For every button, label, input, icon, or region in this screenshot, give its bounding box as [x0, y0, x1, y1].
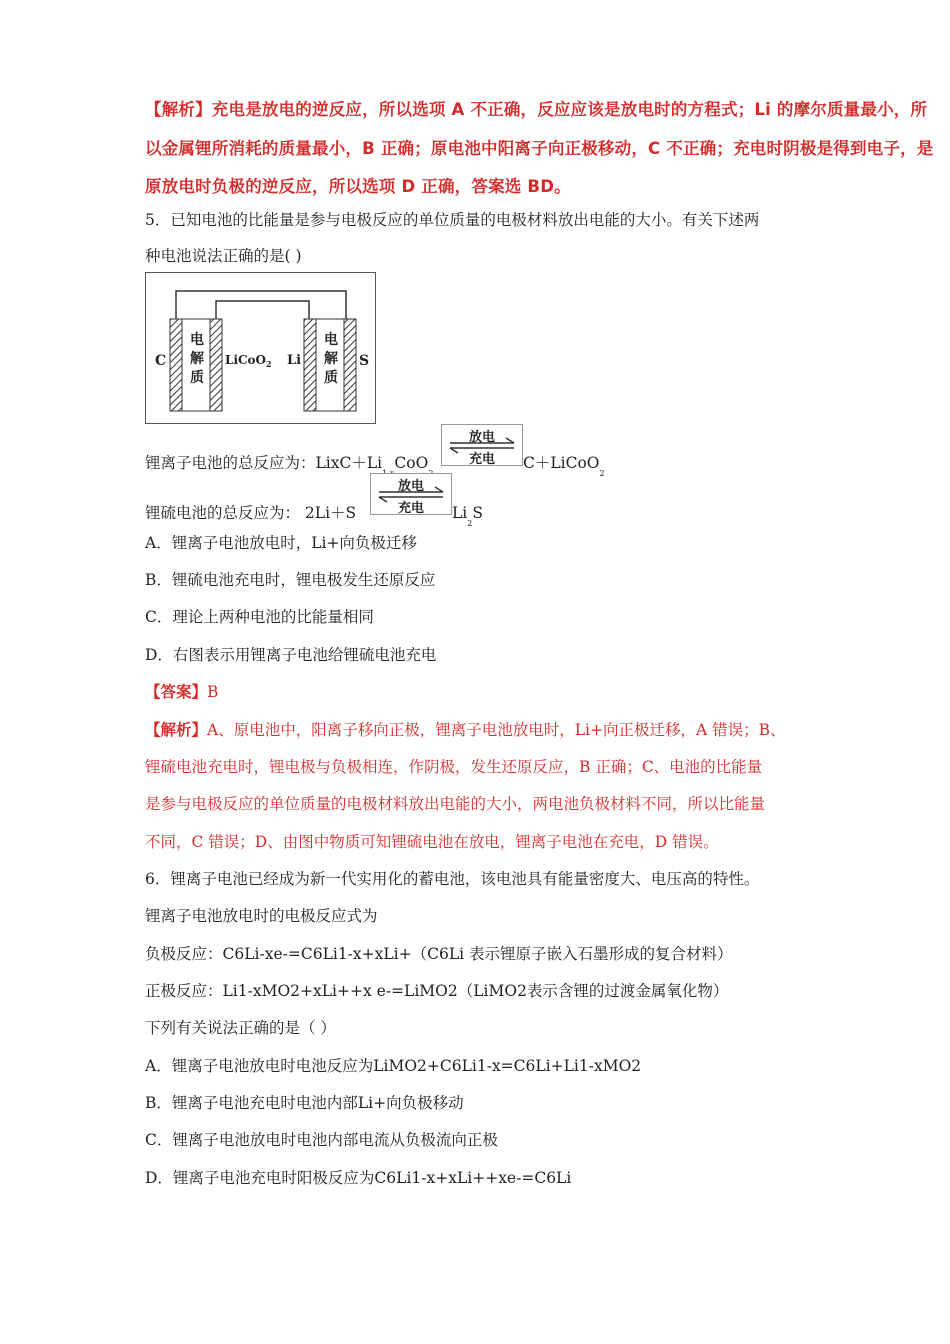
q5-analysis-line-4: 不同，C 错误；D、由图中物质可知锂硫电池在放电，锂离子电池在充电，D 错误。	[145, 833, 719, 851]
q6-option-b: B．锂离子电池充电时电池内部Li+向负极移动	[145, 1094, 464, 1112]
q5-analysis-line-1: 【解析】A、原电池中，阳离子移向正极，锂离子电池放电时，Li+向正极迁移，A 错误；B、	[145, 720, 786, 739]
q5-analysis-line-2: 锂硫电池充电时，锂电极与负极相连，作阴极，发生还原反应，B 正确；C、电池的比能量	[145, 758, 763, 776]
right-electrolyte-label: 电 解 质	[324, 332, 338, 386]
q6-option-d: D．锂离子电池充电时阳极反应为C6Li1-x+xLi++xe-=C6Li	[145, 1169, 572, 1187]
reversible-arrow-2: 放电 充电	[370, 473, 452, 515]
q6-negative-reaction: 负极反应：C6Li-xe-=C6Li1-x+xLi+（C6Li 表示锂原子嵌入石墨形成的复合材料）	[145, 945, 733, 963]
q6-option-c: C．锂离子电池放电时电池内部电流从负极流向正极	[145, 1131, 498, 1149]
label-li: Li	[287, 353, 302, 368]
q6-stem-line-2: 锂离子电池放电时的电极反应式为	[145, 907, 378, 925]
inner-wire	[216, 301, 309, 319]
battery-diagram	[145, 272, 376, 424]
q5-option-d: D．右图表示用锂离子电池给锂硫电池充电	[145, 646, 437, 664]
q6-stem-line-1: 6．锂离子电池已经成为新一代实用化的蓄电池，该电池具有能量密度大、电压高的特性。	[145, 870, 760, 888]
q5-analysis-line-3: 是参与电极反应的单位质量的电极材料放出电能的大小，两电池负极材料不同，所以比能量	[145, 795, 766, 813]
q5-option-c: C．理论上两种电池的比能量相同	[145, 608, 374, 626]
q5-stem-line-2: 种电池说法正确的是( )	[145, 247, 302, 265]
reaction-2: 锂硫电池的总反应为： 2Li＋S	[145, 504, 357, 522]
q6-stem-line-3: 下列有关说法正确的是（ ）	[145, 1019, 336, 1037]
left-electrolyte-label: 电 解 质	[190, 332, 204, 386]
q6-positive-reaction: 正极反应：Li1-xMO2+xLi++x e-=LiMO2（LiMO2表示含锂的过渡金属氧化物）	[145, 982, 729, 1000]
outer-wire	[176, 291, 346, 319]
reaction-1-right: C＋LiCoO$_2$	[523, 454, 605, 478]
q5-option-a: A．锂离子电池放电时，Li+向负极迁移	[145, 534, 417, 552]
label-licoo2: LiCoO$_2$	[225, 353, 272, 369]
label-c: C	[155, 353, 167, 369]
right-electrode-s	[344, 319, 356, 411]
prev-analysis-line-1: 【解析】充电是放电的逆反应，所以选项 A 不正确，反应应该是放电时的方程式；Li 的摩尔质量最小，所	[145, 100, 928, 119]
left-electrode-licoo2	[210, 319, 222, 411]
q5-option-b: B．锂硫电池充电时，锂电极发生还原反应	[145, 571, 436, 589]
q5-answer: 【答案】B	[145, 682, 219, 701]
prev-analysis-line-3: 原放电时负极的逆反应，所以选项 D 正确，答案选 BD。	[145, 177, 571, 196]
right-electrode-li	[304, 319, 316, 411]
battery-diagram-svg	[146, 273, 375, 423]
reaction-2-right: $Li_2S$	[452, 504, 483, 528]
reversible-arrow-1: 放电 充电	[441, 424, 523, 466]
reaction-1: 锂离子电池的总反应为：LixC＋Li CoO	[145, 454, 429, 472]
left-electrode-c	[170, 319, 182, 411]
prev-analysis-line-2: 以金属锂所消耗的质量最小，B 正确；原电池中阳离子向正极移动，C 不正确；充电时阴极是得到电子，是	[145, 139, 934, 158]
q5-stem-line-1: 5．已知电池的比能量是参与电极反应的单位质量的电极材料放出电能的大小。有关下述两	[145, 211, 760, 229]
label-s: S	[359, 353, 370, 369]
q6-option-a: A．锂离子电池放电时电池反应为LiMO2+C6Li1-x=C6Li+Li1-xMO2	[145, 1057, 642, 1075]
